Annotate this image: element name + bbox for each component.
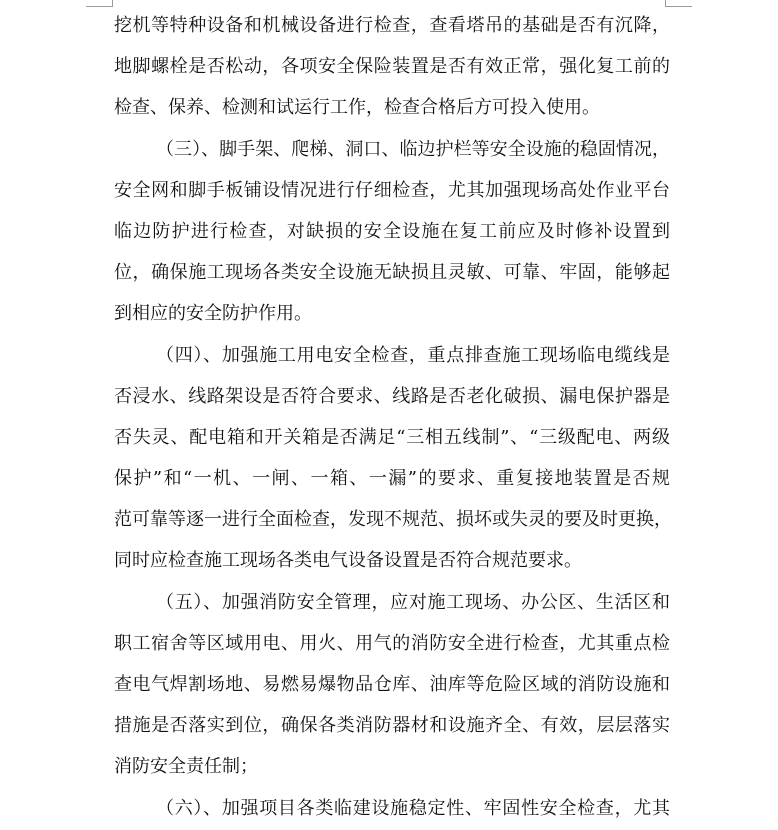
text-line: 临边防护进行检查，对缺损的安全设施在复工前应及时修补设置到 bbox=[114, 220, 670, 242]
text-line: 否浸水、线路架设是否符合要求、线路是否老化破损、漏电保护器是 bbox=[114, 385, 670, 407]
text-line: （五）、加强消防安全管理，应对施工现场、办公区、生活区和 bbox=[156, 591, 670, 613]
text-line: 到相应的安全防护作用。 bbox=[114, 303, 312, 325]
text-line: （六）、加强项目各类临建设施稳定性、牢固性安全检查，尤其 bbox=[156, 797, 670, 819]
text-line: 措施是否落实到位，确保各类消防器材和设施齐全、有效，层层落实 bbox=[114, 715, 670, 737]
paragraph-section-3 bbox=[114, 129, 670, 335]
text-line: 职工宿舍等区域用电、用火、用气的消防安全进行检查，尤其重点检 bbox=[114, 632, 670, 654]
text-line: 地脚螺栓是否松动，各项安全保险装置是否有效正常，强化复工前的 bbox=[114, 56, 670, 78]
paragraph-section-5 bbox=[114, 582, 670, 788]
page-corner-mark-left bbox=[86, 0, 113, 7]
text-line: 消防安全责任制； bbox=[114, 756, 258, 778]
text-line: （四）、加强施工用电安全检查，重点排查施工现场临电缆线是 bbox=[156, 344, 670, 366]
text-line: 位，确保施工现场各类安全设施无缺损且灵敏、可靠、牢固，能够起 bbox=[114, 262, 670, 284]
paragraph-continued bbox=[114, 5, 670, 129]
text-line: （三）、脚手架、爬梯、洞口、临边护栏等安全设施的稳固情况， bbox=[156, 138, 670, 160]
paragraph-section-4 bbox=[114, 335, 670, 582]
text-line: 检查、保养、检测和试运行工作，检查合格后方可投入使用。 bbox=[114, 97, 600, 119]
text-line: 保护”和“一机、一闸、一箱、一漏”的要求、重复接地装置是否规 bbox=[114, 468, 670, 490]
text-line: 同时应检查施工现场各类电气设备设置是否符合规范要求。 bbox=[114, 550, 582, 572]
text-line: 范可靠等逐一进行全面检查，发现不规范、损坏或失灵的要及时更换， bbox=[114, 509, 672, 531]
text-line: 安全网和脚手板铺设情况进行仔细检查，尤其加强现场高处作业平台 bbox=[114, 179, 670, 201]
document-page-body bbox=[114, 5, 670, 829]
text-line: 挖机等特种设备和机械设备进行检查，查看塔吊的基础是否有沉降， bbox=[114, 15, 670, 36]
text-line: 否失灵、配电箱和开关箱是否满足“三相五线制”、“三级配电、两级 bbox=[114, 426, 670, 448]
paragraph-section-6 bbox=[114, 788, 670, 829]
text-line: 查电气焊割场地、易燃易爆物品仓库、油库等危险区域的消防设施和 bbox=[114, 674, 670, 695]
